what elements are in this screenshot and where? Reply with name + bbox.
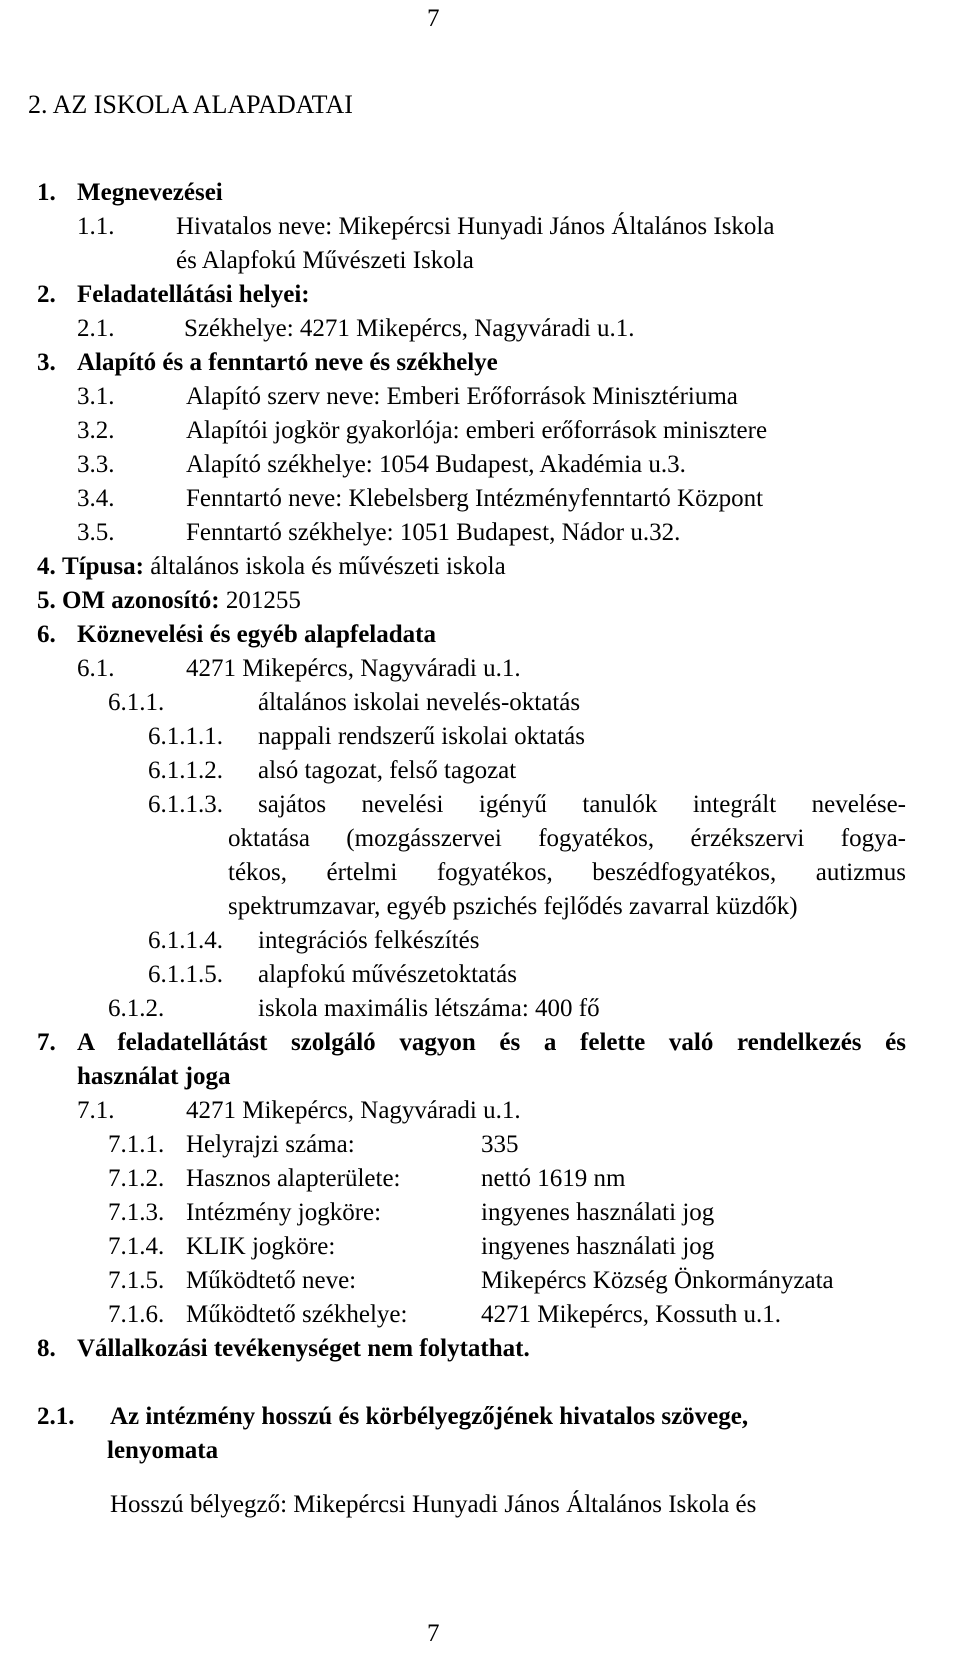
item-2-1-text: Székhelye: 4271 Mikepércs, Nagyváradi u.1.: [184, 315, 635, 342]
stamp-text: Hosszú bélyegző: Mikepércsi Hunyadi János Általános Iskola és: [110, 1491, 757, 1518]
item-7-1-5-number: 7.1.5.: [108, 1267, 165, 1294]
item-3-5-number: 3.5.: [77, 519, 115, 546]
item-7-1-6-label: Működtető székhelye:: [186, 1301, 408, 1328]
item-6-1-2-text: iskola maximális létszáma: 400 fő: [258, 995, 600, 1022]
section-5-label: OM azonosító:: [62, 587, 220, 614]
section-1-title: Megnevezései: [77, 179, 223, 206]
item-7-1-5-value: Mikepércs Község Önkormányzata: [481, 1267, 834, 1294]
section-5-number: 5.: [37, 587, 56, 614]
section-4-number: 4.: [37, 553, 56, 580]
item-6-1-2-number: 6.1.2.: [108, 995, 165, 1022]
section-7-title: A feladatellátást szolgáló vagyon és a felette való rendelkezés és: [77, 1029, 906, 1056]
item-3-5-text: Fenntartó székhelye: 1051 Budapest, Nádor u.32.: [186, 519, 681, 546]
item-6-1-1-1-number: 6.1.1.1.: [148, 723, 223, 750]
section-2-title: Feladatellátási helyei:: [77, 281, 310, 308]
item-7-1-3-value: ingyenes használati jog: [481, 1199, 715, 1226]
page-number-bottom: 7: [427, 1620, 440, 1647]
section-2-1-title: Az intézmény hosszú és körbélyegzőjének hivatalos szövege,: [110, 1403, 749, 1430]
item-7-1-5-label: Működtető neve:: [186, 1267, 357, 1294]
item-6-1-1-3-text-cont-1: oktatása (mozgásszervei fogyatékos, érzékszervi fogya-: [228, 825, 906, 852]
item-6-1-1-text: általános iskolai nevelés-oktatás: [258, 689, 581, 716]
section-5: [37, 584, 301, 617]
item-3-4-number: 3.4.: [77, 485, 115, 512]
item-7-1-6-value: 4271 Mikepércs, Kossuth u.1.: [481, 1301, 781, 1328]
item-1-1-text-cont: és Alapfokú Művészeti Iskola: [176, 247, 474, 274]
section-5-value: 201255: [219, 587, 301, 614]
item-7-1-1-number: 7.1.1.: [108, 1131, 165, 1158]
item-3-3-number: 3.3.: [77, 451, 115, 478]
item-6-1-1-3-number: 6.1.1.3.: [148, 791, 223, 818]
item-7-1-4-number: 7.1.4.: [108, 1233, 165, 1260]
item-6-1-1-4-text: integrációs felkészítés: [258, 927, 480, 954]
item-1-1-text: Hivatalos neve: Mikepércsi Hunyadi János Általános Iskola: [176, 213, 775, 240]
section-4-value: általános iskola és művészeti iskola: [143, 553, 506, 580]
item-6-1-1-number: 6.1.1.: [108, 689, 165, 716]
item-7-1-text: 4271 Mikepércs, Nagyváradi u.1.: [186, 1097, 521, 1124]
item-6-1-1-2-text: alsó tagozat, felső tagozat: [258, 757, 517, 784]
item-6-1-1-3-text-cont-2: tékos, értelmi fogyatékos, beszédfogyatékos, autizmus: [228, 859, 906, 886]
item-7-1-3-label: Intézmény jogköre:: [186, 1199, 382, 1226]
item-7-1-6-number: 7.1.6.: [108, 1301, 165, 1328]
item-7-1-1-value: 335: [481, 1131, 519, 1158]
item-1-1-number: 1.1.: [77, 213, 115, 240]
item-6-1-1-2-number: 6.1.1.2.: [148, 757, 223, 784]
section-2-1-title-cont: lenyomata: [107, 1437, 219, 1464]
item-6-1-1-5-number: 6.1.1.5.: [148, 961, 223, 988]
item-6-1-text: 4271 Mikepércs, Nagyváradi u.1.: [186, 655, 521, 682]
section-1-number: 1.: [37, 179, 56, 206]
item-6-1-number: 6.1.: [77, 655, 115, 682]
section-7-number: 7.: [37, 1029, 56, 1056]
item-3-2-text: Alapítói jogkör gyakorlója: emberi erőforrások minisztere: [186, 417, 768, 444]
page-title: 2. AZ ISKOLA ALAPADATAI: [28, 90, 353, 119]
page-number-top: 7: [427, 5, 440, 32]
section-2-1-number: 2.1.: [37, 1403, 75, 1430]
section-6-number: 6.: [37, 621, 56, 648]
item-7-1-3-number: 7.1.3.: [108, 1199, 165, 1226]
section-8-number: 8.: [37, 1335, 56, 1362]
item-7-1-2-value: nettó 1619 nm: [481, 1165, 626, 1192]
section-6-title: Köznevelési és egyéb alapfeladata: [77, 621, 436, 648]
section-7-title-cont: használat joga: [77, 1063, 231, 1090]
item-7-1-4-label: KLIK jogköre:: [186, 1233, 336, 1260]
item-7-1-1-label: Helyrajzi száma:: [186, 1131, 355, 1158]
item-3-1-number: 3.1.: [77, 383, 115, 410]
item-7-1-number: 7.1.: [77, 1097, 115, 1124]
item-3-2-number: 3.2.: [77, 417, 115, 444]
item-3-4-text: Fenntartó neve: Klebelsberg Intézményfenntartó Központ: [186, 485, 764, 512]
item-6-1-1-3-text: sajátos nevelési igényű tanulók integrált nevelése-: [258, 791, 906, 818]
item-3-3-text: Alapító székhelye: 1054 Budapest, Akadémia u.3.: [186, 451, 686, 478]
section-4: [37, 550, 506, 583]
item-6-1-1-1-text: nappali rendszerű iskolai oktatás: [258, 723, 585, 750]
section-4-label: Típusa:: [62, 553, 144, 580]
item-2-1-number: 2.1.: [77, 315, 115, 342]
item-7-1-2-label: Hasznos alapterülete:: [186, 1165, 401, 1192]
item-3-1-text: Alapító szerv neve: Emberi Erőforrások Minisztériuma: [186, 383, 738, 410]
section-2-number: 2.: [37, 281, 56, 308]
item-6-1-1-3-text-cont-3: spektrumzavar, egyéb pszichés fejlődés zavarral küzdők): [228, 893, 798, 920]
item-6-1-1-5-text: alapfokú művészetoktatás: [258, 961, 517, 988]
section-3-number: 3.: [37, 349, 56, 376]
section-8-text: Vállalkozási tevékenységet nem folytathat.: [77, 1335, 530, 1362]
item-7-1-2-number: 7.1.2.: [108, 1165, 165, 1192]
item-7-1-4-value: ingyenes használati jog: [481, 1233, 715, 1260]
section-3-title: Alapító és a fenntartó neve és székhelye: [77, 349, 498, 376]
item-6-1-1-4-number: 6.1.1.4.: [148, 927, 223, 954]
